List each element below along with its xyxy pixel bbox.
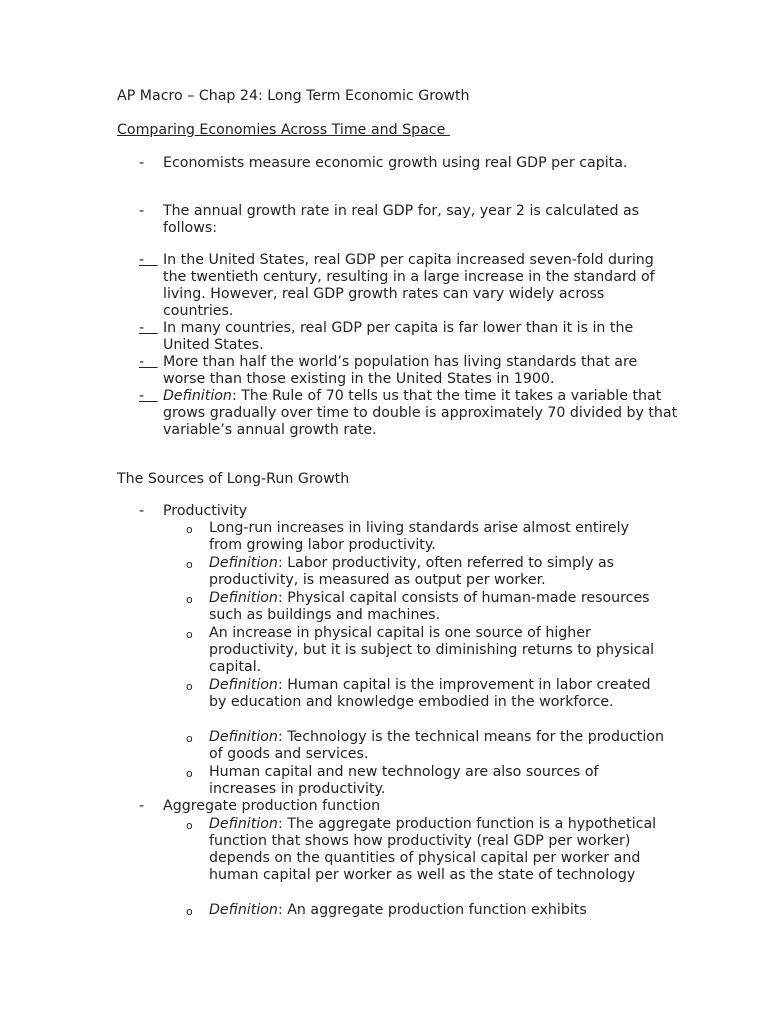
list-item-aggregate-production-function [139,798,679,815]
sub-item-text [209,555,666,589]
list-item [139,320,679,354]
sub-item-text [209,677,666,711]
definition-term: Definition [209,902,278,918]
definition-text: : Labor productivity, often referred to simply as productivity, is measured as output per worker. [209,555,615,588]
dash-marker: - [139,503,145,519]
sub-item-text [209,816,666,884]
definition-term: Definition [209,590,278,606]
sub-list-item [186,816,666,884]
sub-item-text: Long-run increases in living standards arise almost entirely from growing labor productivity. [209,520,629,553]
dash-marker: - [139,203,145,219]
sub-list-item [186,555,666,589]
sub-list-item [186,729,666,763]
list-item-text: Aggregate production function [163,798,381,814]
sub-item-text: Human capital and new technology are also sources of increases in productivity. [209,764,599,797]
definition-text: : Human capital is the improvement in labor created by education and knowledge embodied in the workforce. [209,677,651,710]
dash-marker: - [139,354,158,370]
dash-marker: - [139,388,158,404]
circle-bullet-icon: o [186,628,193,641]
circle-bullet-icon: o [186,593,193,606]
definition-term: Definition [163,388,232,404]
sub-list-item [186,625,666,676]
sub-list-item [186,764,666,798]
dash-marker: - [139,320,158,336]
list-item [139,155,679,172]
circle-bullet-icon: o [186,819,193,832]
sub-item-text [209,590,666,624]
list-item-text: Productivity [163,503,248,519]
list-item-text: In many countries, real GDP per capita is far lower than it is in the United States. [163,320,634,353]
list-item-productivity [139,503,679,520]
definition-text: : The aggregate production function is a hypothetical function that shows how productivity (real GDP per worker) depends on the quantities of physical capital per worker and human capital per worker as well as the state of technology [209,816,657,883]
sub-item-text: An increase in physical capital is one source of higher productivity, but it is subject to diminishing returns to physical capital. [209,625,655,675]
section-heading-sources-of-growth: The Sources of Long-Run Growth [117,471,350,487]
sub-list-item [186,902,666,919]
sub-list-item [186,590,666,624]
dash-marker: - [139,155,145,171]
list-item [139,388,679,439]
list-item [139,354,679,388]
circle-bullet-icon: o [186,558,193,571]
definition-text: : Technology is the technical means for the production of goods and services. [209,729,664,762]
definition-term: Definition [209,555,278,571]
list-item-text: In the United States, real GDP per capita increased seven-fold during the twentieth century, resulting in a large increase in the standard of living. However, real GDP growth rates can vary widely across countries. [163,252,655,319]
list-item-text [163,388,679,439]
definition-term: Definition [209,729,278,745]
definition-term: Definition [209,816,278,832]
sub-list-item [186,520,666,554]
circle-bullet-icon: o [186,680,193,693]
dash-marker: - [139,798,145,814]
circle-bullet-icon: o [186,732,193,745]
section-heading-comparing-economies: Comparing Economies Across Time and Space [117,122,450,138]
definition-text: : An aggregate production function exhibits [277,902,587,918]
document-title: AP Macro – Chap 24: Long Term Economic Growth [117,88,470,104]
definition-text: : The Rule of 70 tells us that the time it takes a variable that grows gradually over time to double is approximately 70 divided by that variable’s annual growth rate. [163,388,678,438]
list-item-text: More than half the world’s population has living standards that are worse than those existing in the United States in 1900. [163,354,638,387]
list-item-text: The annual growth rate in real GDP for, say, year 2 is calculated as follows: [163,203,640,236]
circle-bullet-icon: o [186,523,193,536]
list-item-text: Economists measure economic growth using real GDP per capita. [163,155,628,171]
sub-item-text [209,729,666,763]
list-item [139,203,679,237]
circle-bullet-icon: o [186,905,193,918]
sub-list-item [186,677,666,711]
dash-marker: - [139,252,158,268]
sub-item-text [209,902,666,919]
definition-text: : Physical capital consists of human-made resources such as buildings and machines. [209,590,650,623]
list-item [139,252,679,320]
circle-bullet-icon: o [186,767,193,780]
definition-term: Definition [209,677,278,693]
